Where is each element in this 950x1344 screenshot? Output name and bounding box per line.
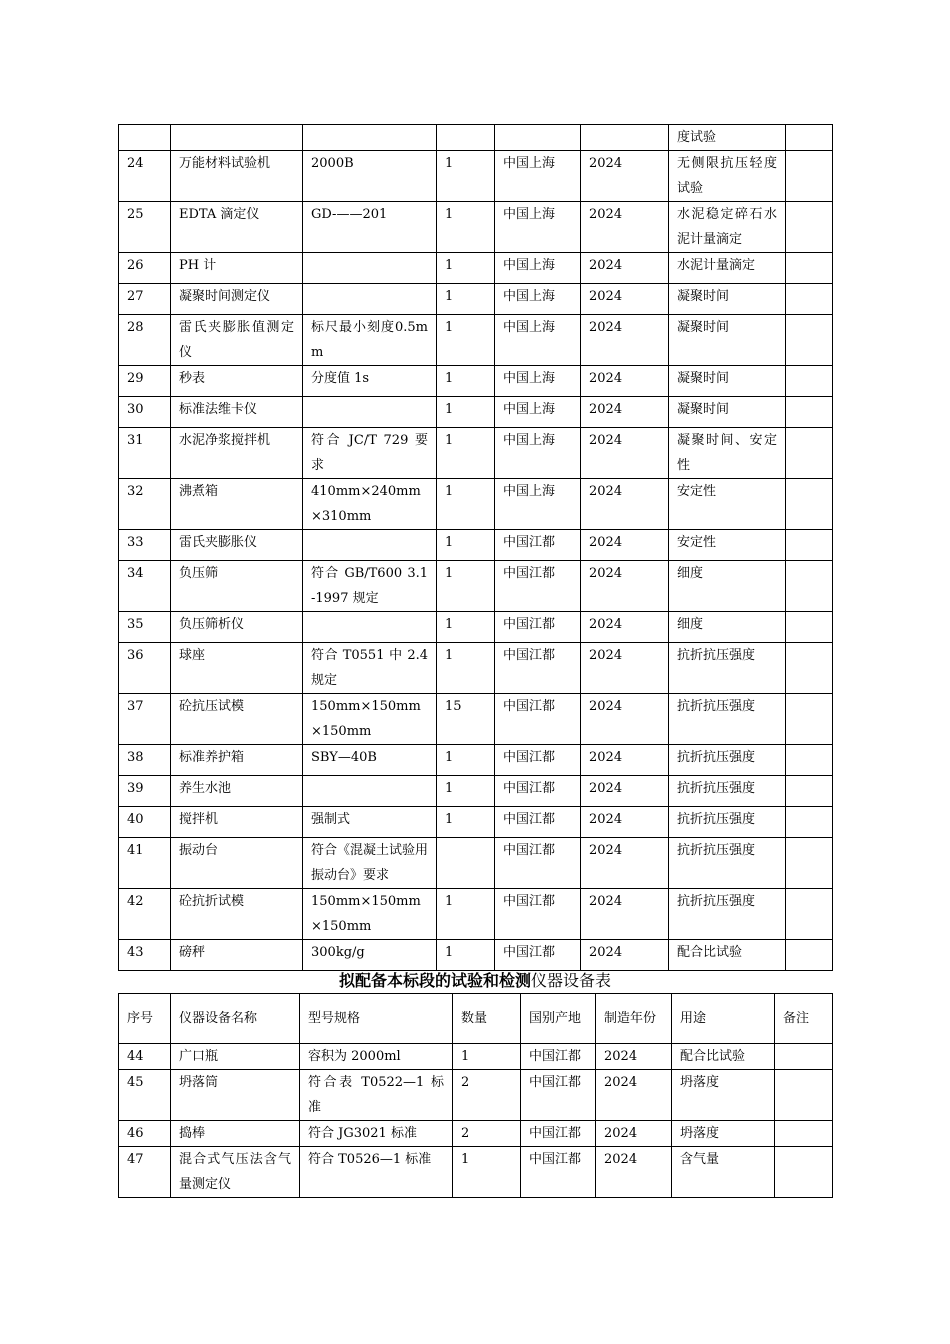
cell-origin: 中国上海 bbox=[495, 151, 581, 202]
cell-purpose: 抗折抗压强度 bbox=[669, 694, 786, 745]
cell-origin: 中国江都 bbox=[495, 643, 581, 694]
cell-purpose: 凝聚时间 bbox=[669, 315, 786, 366]
cell-model: GD-——201 bbox=[303, 202, 437, 253]
table-row bbox=[119, 315, 833, 366]
cell-purpose: 细度 bbox=[669, 561, 786, 612]
header-cell-remarks: 备注 bbox=[775, 994, 833, 1044]
header-cell-model: 型号规格 bbox=[300, 994, 453, 1044]
header-cell-origin: 国别产地 bbox=[521, 994, 596, 1044]
cell-quantity: 1 bbox=[437, 889, 495, 940]
cell-year: 2024 bbox=[581, 428, 669, 479]
cell-origin: 中国江都 bbox=[495, 807, 581, 838]
cell-model bbox=[303, 284, 437, 315]
cell-year: 2024 bbox=[581, 253, 669, 284]
cell-quantity: 1 bbox=[437, 151, 495, 202]
table-row bbox=[119, 561, 833, 612]
header-cell-index: 序号 bbox=[119, 994, 171, 1044]
cell-quantity bbox=[437, 125, 495, 151]
cell-model: 容积为 2000ml bbox=[300, 1044, 453, 1070]
cell-purpose: 水泥稳定碎石水泥计量滴定 bbox=[669, 202, 786, 253]
cell-year: 2024 bbox=[581, 151, 669, 202]
cell-purpose: 含气量 bbox=[672, 1147, 775, 1198]
cell-origin: 中国江都 bbox=[495, 940, 581, 971]
cell-quantity: 1 bbox=[453, 1044, 521, 1070]
table-row bbox=[119, 838, 833, 889]
cell-name: 负压筛 bbox=[171, 561, 303, 612]
table-row bbox=[119, 612, 833, 643]
cell-model: 符合 T0526—1 标准 bbox=[300, 1147, 453, 1198]
cell-quantity: 1 bbox=[437, 479, 495, 530]
cell-index: 33 bbox=[119, 530, 171, 561]
cell-year: 2024 bbox=[581, 366, 669, 397]
cell-origin: 中国江都 bbox=[521, 1070, 596, 1121]
cell-purpose: 配合比试验 bbox=[672, 1044, 775, 1070]
cell-remarks bbox=[775, 1121, 833, 1147]
cell-remarks bbox=[775, 1044, 833, 1070]
table-row bbox=[119, 284, 833, 315]
cell-quantity: 2 bbox=[453, 1070, 521, 1121]
table-row bbox=[119, 428, 833, 479]
cell-model: 标尺最小刻度0.5mm bbox=[303, 315, 437, 366]
cell-remarks bbox=[786, 838, 833, 889]
cell-quantity: 1 bbox=[437, 612, 495, 643]
cell-name: 广口瓶 bbox=[171, 1044, 300, 1070]
cell-name: 球座 bbox=[171, 643, 303, 694]
cell-name: 雷氏夹膨胀值测定仪 bbox=[171, 315, 303, 366]
cell-quantity: 1 bbox=[437, 807, 495, 838]
cell-year: 2024 bbox=[581, 315, 669, 366]
table-row bbox=[119, 940, 833, 971]
cell-quantity: 1 bbox=[453, 1147, 521, 1198]
cell-remarks bbox=[786, 612, 833, 643]
cell-name: EDTA 滴定仪 bbox=[171, 202, 303, 253]
cell-year: 2024 bbox=[581, 284, 669, 315]
cell-purpose: 凝聚时间 bbox=[669, 366, 786, 397]
cell-index: 32 bbox=[119, 479, 171, 530]
cell-purpose: 凝聚时间 bbox=[669, 397, 786, 428]
table-row bbox=[119, 253, 833, 284]
cell-remarks bbox=[786, 428, 833, 479]
cell-purpose: 凝聚时间 bbox=[669, 284, 786, 315]
header-cell-quantity: 数量 bbox=[453, 994, 521, 1044]
cell-remarks bbox=[786, 125, 833, 151]
cell-origin: 中国上海 bbox=[495, 366, 581, 397]
cell-remarks bbox=[775, 1147, 833, 1198]
cell-purpose: 抗折抗压强度 bbox=[669, 807, 786, 838]
cell-quantity: 1 bbox=[437, 253, 495, 284]
cell-purpose: 抗折抗压强度 bbox=[669, 889, 786, 940]
cell-origin: 中国上海 bbox=[495, 397, 581, 428]
cell-origin: 中国江都 bbox=[495, 889, 581, 940]
table-row bbox=[119, 479, 833, 530]
cell-model: 150mm×150mm×150mm bbox=[303, 694, 437, 745]
cell-name: 雷氏夹膨胀仪 bbox=[171, 530, 303, 561]
cell-index: 40 bbox=[119, 807, 171, 838]
cell-origin: 中国江都 bbox=[521, 1121, 596, 1147]
table-row bbox=[119, 202, 833, 253]
cell-purpose: 安定性 bbox=[669, 479, 786, 530]
cell-index: 42 bbox=[119, 889, 171, 940]
table-header-row bbox=[119, 994, 833, 1044]
cell-index: 36 bbox=[119, 643, 171, 694]
cell-name: PH 计 bbox=[171, 253, 303, 284]
cell-year: 2024 bbox=[581, 940, 669, 971]
cell-origin: 中国江都 bbox=[495, 776, 581, 807]
cell-remarks bbox=[786, 807, 833, 838]
cell-name: 振动台 bbox=[171, 838, 303, 889]
header-cell-year: 制造年份 bbox=[596, 994, 672, 1044]
cell-purpose: 凝聚时间、安定性 bbox=[669, 428, 786, 479]
cell-model bbox=[303, 612, 437, 643]
table-row bbox=[119, 745, 833, 776]
cell-remarks bbox=[786, 315, 833, 366]
table-row bbox=[119, 125, 833, 151]
table-row bbox=[119, 889, 833, 940]
cell-remarks bbox=[786, 366, 833, 397]
cell-year: 2024 bbox=[581, 561, 669, 612]
cell-model: 符合 JG3021 标准 bbox=[300, 1121, 453, 1147]
cell-name: 标准养护箱 bbox=[171, 745, 303, 776]
cell-year: 2024 bbox=[581, 745, 669, 776]
cell-name bbox=[171, 125, 303, 151]
cell-model bbox=[303, 397, 437, 428]
table-row bbox=[119, 1121, 833, 1147]
cell-quantity: 1 bbox=[437, 776, 495, 807]
cell-index: 25 bbox=[119, 202, 171, 253]
cell-name: 凝聚时间测定仪 bbox=[171, 284, 303, 315]
cell-remarks bbox=[786, 284, 833, 315]
cell-model: 强制式 bbox=[303, 807, 437, 838]
cell-origin: 中国上海 bbox=[495, 479, 581, 530]
cell-year: 2024 bbox=[581, 807, 669, 838]
cell-quantity: 1 bbox=[437, 202, 495, 253]
cell-origin: 中国江都 bbox=[495, 530, 581, 561]
cell-name: 负压筛析仪 bbox=[171, 612, 303, 643]
cell-quantity: 1 bbox=[437, 284, 495, 315]
cell-origin: 中国上海 bbox=[495, 284, 581, 315]
cell-remarks bbox=[786, 530, 833, 561]
equipment-table bbox=[118, 993, 833, 1198]
cell-quantity: 15 bbox=[437, 694, 495, 745]
cell-quantity: 1 bbox=[437, 366, 495, 397]
cell-origin: 中国江都 bbox=[495, 745, 581, 776]
cell-purpose: 无侧限抗压轻度试验 bbox=[669, 151, 786, 202]
cell-origin: 中国上海 bbox=[495, 202, 581, 253]
table-row bbox=[119, 151, 833, 202]
header-cell-name: 仪器设备名称 bbox=[171, 994, 300, 1044]
cell-purpose: 水泥计量滴定 bbox=[669, 253, 786, 284]
cell-index: 47 bbox=[119, 1147, 171, 1198]
cell-model bbox=[303, 125, 437, 151]
cell-name: 砼抗折试模 bbox=[171, 889, 303, 940]
cell-remarks bbox=[775, 1070, 833, 1121]
table-title-normal: 仪器设备表 bbox=[531, 971, 612, 990]
cell-year: 2024 bbox=[581, 530, 669, 561]
cell-model: 300kg/g bbox=[303, 940, 437, 971]
cell-purpose: 抗折抗压强度 bbox=[669, 838, 786, 889]
cell-year: 2024 bbox=[581, 479, 669, 530]
cell-year: 2024 bbox=[581, 694, 669, 745]
table-row bbox=[119, 643, 833, 694]
cell-origin: 中国江都 bbox=[495, 612, 581, 643]
cell-origin: 中国江都 bbox=[521, 1147, 596, 1198]
cell-index: 26 bbox=[119, 253, 171, 284]
table-row bbox=[119, 776, 833, 807]
cell-quantity: 1 bbox=[437, 530, 495, 561]
cell-origin: 中国上海 bbox=[495, 315, 581, 366]
cell-quantity: 1 bbox=[437, 315, 495, 366]
cell-purpose: 坍落度 bbox=[672, 1070, 775, 1121]
cell-year: 2024 bbox=[581, 202, 669, 253]
cell-index: 35 bbox=[119, 612, 171, 643]
cell-quantity bbox=[437, 838, 495, 889]
cell-purpose: 安定性 bbox=[669, 530, 786, 561]
table-row bbox=[119, 397, 833, 428]
cell-quantity: 1 bbox=[437, 745, 495, 776]
table-row bbox=[119, 694, 833, 745]
cell-name: 磅秤 bbox=[171, 940, 303, 971]
cell-quantity: 1 bbox=[437, 940, 495, 971]
cell-name: 捣棒 bbox=[171, 1121, 300, 1147]
cell-remarks bbox=[786, 940, 833, 971]
cell-model: 符合《混凝土试验用振动台》要求 bbox=[303, 838, 437, 889]
cell-year: 2024 bbox=[581, 889, 669, 940]
cell-name: 沸煮箱 bbox=[171, 479, 303, 530]
table-row bbox=[119, 1147, 833, 1198]
cell-index: 37 bbox=[119, 694, 171, 745]
cell-purpose: 配合比试验 bbox=[669, 940, 786, 971]
cell-name: 搅拌机 bbox=[171, 807, 303, 838]
cell-model: 符合 T0551 中 2.4规定 bbox=[303, 643, 437, 694]
cell-index: 30 bbox=[119, 397, 171, 428]
cell-index: 24 bbox=[119, 151, 171, 202]
cell-remarks bbox=[786, 479, 833, 530]
cell-index: 28 bbox=[119, 315, 171, 366]
table-row bbox=[119, 530, 833, 561]
cell-origin: 中国江都 bbox=[495, 838, 581, 889]
cell-year: 2024 bbox=[596, 1121, 672, 1147]
cell-quantity: 1 bbox=[437, 561, 495, 612]
cell-name: 砼抗压试模 bbox=[171, 694, 303, 745]
table-row bbox=[119, 1070, 833, 1121]
cell-origin: 中国上海 bbox=[495, 253, 581, 284]
cell-remarks bbox=[786, 202, 833, 253]
cell-index: 43 bbox=[119, 940, 171, 971]
cell-quantity: 1 bbox=[437, 643, 495, 694]
cell-year: 2024 bbox=[581, 776, 669, 807]
cell-name: 万能材料试验机 bbox=[171, 151, 303, 202]
cell-quantity: 1 bbox=[437, 397, 495, 428]
cell-name: 混合式气压法含气量测定仪 bbox=[171, 1147, 300, 1198]
cell-remarks bbox=[786, 889, 833, 940]
cell-name: 标准法维卡仪 bbox=[171, 397, 303, 428]
cell-index: 38 bbox=[119, 745, 171, 776]
cell-remarks bbox=[786, 745, 833, 776]
cell-name: 水泥净浆搅拌机 bbox=[171, 428, 303, 479]
table-title bbox=[118, 968, 832, 994]
cell-index: 45 bbox=[119, 1070, 171, 1121]
equipment-table-continued bbox=[118, 124, 833, 971]
cell-remarks bbox=[786, 694, 833, 745]
cell-origin: 中国江都 bbox=[495, 694, 581, 745]
cell-index: 41 bbox=[119, 838, 171, 889]
cell-model bbox=[303, 530, 437, 561]
cell-model: SBY—40B bbox=[303, 745, 437, 776]
cell-index: 46 bbox=[119, 1121, 171, 1147]
cell-index bbox=[119, 125, 171, 151]
cell-model bbox=[303, 776, 437, 807]
cell-name: 秒表 bbox=[171, 366, 303, 397]
cell-purpose: 抗折抗压强度 bbox=[669, 745, 786, 776]
table-row bbox=[119, 807, 833, 838]
cell-remarks bbox=[786, 643, 833, 694]
cell-remarks bbox=[786, 151, 833, 202]
cell-origin: 中国江都 bbox=[521, 1044, 596, 1070]
cell-origin: 中国上海 bbox=[495, 428, 581, 479]
cell-quantity: 2 bbox=[453, 1121, 521, 1147]
cell-origin bbox=[495, 125, 581, 151]
cell-remarks bbox=[786, 776, 833, 807]
cell-model: 符合 JC/T 729 要求 bbox=[303, 428, 437, 479]
cell-model: 符合表 T0522—1 标准 bbox=[300, 1070, 453, 1121]
cell-index: 31 bbox=[119, 428, 171, 479]
cell-year: 2024 bbox=[581, 838, 669, 889]
cell-year bbox=[581, 125, 669, 151]
cell-remarks bbox=[786, 253, 833, 284]
cell-index: 44 bbox=[119, 1044, 171, 1070]
cell-year: 2024 bbox=[596, 1147, 672, 1198]
cell-model: 150mm×150mm×150mm bbox=[303, 889, 437, 940]
cell-name: 养生水池 bbox=[171, 776, 303, 807]
cell-model bbox=[303, 253, 437, 284]
cell-purpose: 抗折抗压强度 bbox=[669, 776, 786, 807]
cell-year: 2024 bbox=[596, 1070, 672, 1121]
cell-year: 2024 bbox=[581, 612, 669, 643]
cell-index: 39 bbox=[119, 776, 171, 807]
cell-index: 34 bbox=[119, 561, 171, 612]
cell-purpose: 细度 bbox=[669, 612, 786, 643]
cell-year: 2024 bbox=[581, 397, 669, 428]
cell-quantity: 1 bbox=[437, 428, 495, 479]
cell-model: 410mm×240mm×310mm bbox=[303, 479, 437, 530]
cell-year: 2024 bbox=[596, 1044, 672, 1070]
cell-year: 2024 bbox=[581, 643, 669, 694]
cell-model: 符合 GB/T600 3.1-1997 规定 bbox=[303, 561, 437, 612]
cell-index: 27 bbox=[119, 284, 171, 315]
cell-name: 坍落筒 bbox=[171, 1070, 300, 1121]
cell-purpose: 度试验 bbox=[669, 125, 786, 151]
header-cell-purpose: 用途 bbox=[672, 994, 775, 1044]
table-title-bold: 拟配备本标段的试验和检测 bbox=[338, 971, 531, 990]
table-row bbox=[119, 366, 833, 397]
cell-model: 2000B bbox=[303, 151, 437, 202]
cell-purpose: 抗折抗压强度 bbox=[669, 643, 786, 694]
cell-index: 29 bbox=[119, 366, 171, 397]
cell-origin: 中国江都 bbox=[495, 561, 581, 612]
cell-remarks bbox=[786, 561, 833, 612]
cell-purpose: 坍落度 bbox=[672, 1121, 775, 1147]
cell-remarks bbox=[786, 397, 833, 428]
table-row bbox=[119, 1044, 833, 1070]
cell-model: 分度值 1s bbox=[303, 366, 437, 397]
